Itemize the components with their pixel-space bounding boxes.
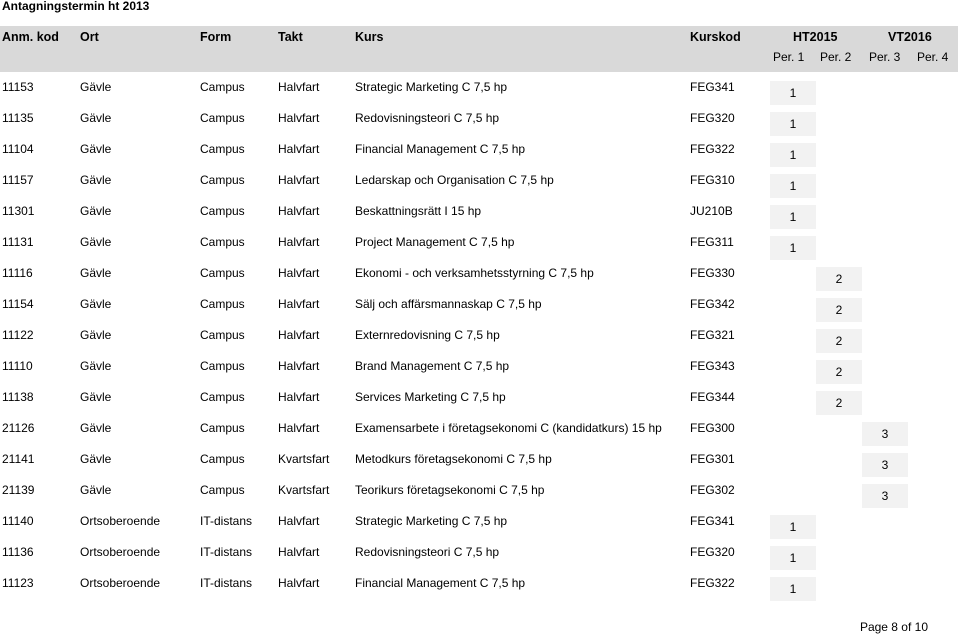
cell-anm-kod: 21139 bbox=[2, 483, 35, 497]
cell-form: Campus bbox=[200, 142, 245, 156]
table-row bbox=[0, 234, 958, 256]
cell-form: Campus bbox=[200, 173, 245, 187]
cell-ort: Gävle bbox=[80, 80, 112, 94]
header-kurskod: Kurskod bbox=[690, 30, 741, 44]
period-marker: 1 bbox=[770, 515, 816, 539]
cell-takt: Halvfart bbox=[278, 204, 320, 218]
header-period-3: Per. 3 bbox=[869, 50, 901, 64]
cell-form: Campus bbox=[200, 421, 245, 435]
table-row bbox=[0, 203, 958, 225]
cell-form: Campus bbox=[200, 111, 245, 125]
table-row bbox=[0, 451, 958, 473]
cell-takt: Halvfart bbox=[278, 235, 320, 249]
cell-form: Campus bbox=[200, 390, 245, 404]
cell-anm-kod: 11138 bbox=[2, 390, 34, 404]
cell-takt: Halvfart bbox=[278, 514, 320, 528]
header-ort: Ort bbox=[80, 30, 99, 44]
cell-anm-kod: 11301 bbox=[2, 204, 35, 218]
cell-kurskod: FEG300 bbox=[690, 421, 735, 435]
period-marker: 1 bbox=[770, 81, 816, 105]
cell-form: Campus bbox=[200, 359, 245, 373]
cell-kurs: Sälj och affärsmannaskap C 7,5 hp bbox=[355, 297, 542, 311]
header-vt2016: VT2016 bbox=[888, 30, 932, 44]
cell-anm-kod: 11110 bbox=[2, 359, 33, 373]
cell-ort: Gävle bbox=[80, 173, 112, 187]
cell-kurskod: FEG320 bbox=[690, 545, 735, 559]
cell-kurskod: FEG322 bbox=[690, 576, 735, 590]
cell-ort: Gävle bbox=[80, 328, 112, 342]
cell-ort: Ortsoberoende bbox=[80, 514, 161, 528]
header-ht2015: HT2015 bbox=[793, 30, 838, 44]
cell-takt: Halvfart bbox=[278, 173, 320, 187]
header-kurs: Kurs bbox=[355, 30, 384, 44]
cell-kurskod: FEG322 bbox=[690, 142, 735, 156]
cell-form: IT-distans bbox=[200, 514, 253, 528]
table-row bbox=[0, 296, 958, 318]
header-period-1: Per. 1 bbox=[773, 50, 805, 64]
cell-ort: Ortsoberoende bbox=[80, 545, 161, 559]
period-marker: 1 bbox=[770, 205, 816, 229]
header-anm-kod: Anm. kod bbox=[2, 30, 59, 44]
cell-ort: Gävle bbox=[80, 111, 112, 125]
cell-anm-kod: 11135 bbox=[2, 111, 34, 125]
cell-takt: Halvfart bbox=[278, 142, 320, 156]
cell-anm-kod: 11136 bbox=[2, 545, 34, 559]
table-row bbox=[0, 389, 958, 411]
cell-form: IT-distans bbox=[200, 545, 253, 559]
cell-form: Campus bbox=[200, 297, 245, 311]
cell-takt: Halvfart bbox=[278, 576, 320, 590]
cell-ort: Gävle bbox=[80, 204, 112, 218]
cell-form: Campus bbox=[200, 235, 245, 249]
cell-ort: Gävle bbox=[80, 297, 112, 311]
cell-kurs: Financial Management C 7,5 hp bbox=[355, 142, 526, 156]
period-marker: 2 bbox=[816, 329, 862, 353]
cell-form: Campus bbox=[200, 483, 245, 497]
cell-anm-kod: 21141 bbox=[2, 452, 35, 466]
document-title: Antagningstermin ht 2013 bbox=[2, 0, 150, 13]
cell-kurskod: FEG310 bbox=[690, 173, 735, 187]
table-header bbox=[0, 26, 958, 72]
period-marker: 1 bbox=[770, 112, 816, 136]
cell-ort: Gävle bbox=[80, 421, 112, 435]
cell-kurs: Services Marketing C 7,5 hp bbox=[355, 390, 506, 404]
table-row bbox=[0, 110, 958, 132]
cell-kurskod: FEG320 bbox=[690, 111, 735, 125]
cell-kurs: Redovisningsteori C 7,5 hp bbox=[355, 111, 500, 125]
cell-form: Campus bbox=[200, 328, 245, 342]
cell-ort: Gävle bbox=[80, 142, 112, 156]
cell-takt: Halvfart bbox=[278, 390, 320, 404]
cell-kurskod: FEG302 bbox=[690, 483, 735, 497]
cell-kurskod: FEG341 bbox=[690, 80, 735, 94]
header-takt: Takt bbox=[278, 30, 303, 44]
table-row bbox=[0, 172, 958, 194]
cell-anm-kod: 11122 bbox=[2, 328, 34, 342]
period-marker: 1 bbox=[770, 546, 816, 570]
page-number: Page 8 of 10 bbox=[859, 620, 928, 634]
cell-kurskod: JU210B bbox=[690, 204, 733, 218]
cell-ort: Gävle bbox=[80, 390, 112, 404]
cell-ort: Gävle bbox=[80, 359, 112, 373]
cell-takt: Halvfart bbox=[278, 545, 320, 559]
period-marker: 1 bbox=[770, 143, 816, 167]
cell-kurs: Strategic Marketing C 7,5 hp bbox=[355, 514, 508, 528]
cell-ort: Gävle bbox=[80, 483, 112, 497]
cell-takt: Halvfart bbox=[278, 328, 320, 342]
cell-kurs: Redovisningsteori C 7,5 hp bbox=[355, 545, 500, 559]
cell-form: Campus bbox=[200, 452, 245, 466]
cell-anm-kod: 11104 bbox=[2, 142, 34, 156]
header-period-2: Per. 2 bbox=[820, 50, 852, 64]
cell-form: Campus bbox=[200, 204, 245, 218]
cell-kurskod: FEG311 bbox=[690, 235, 734, 249]
cell-takt: Halvfart bbox=[278, 297, 320, 311]
cell-takt: Halvfart bbox=[278, 266, 320, 280]
period-marker: 2 bbox=[816, 391, 862, 415]
cell-kurs: Brand Management C 7,5 hp bbox=[355, 359, 510, 373]
cell-takt: Halvfart bbox=[278, 111, 320, 125]
table-row bbox=[0, 358, 958, 380]
cell-ort: Gävle bbox=[80, 235, 112, 249]
cell-anm-kod: 11116 bbox=[2, 266, 33, 280]
period-marker: 3 bbox=[862, 484, 908, 508]
cell-form: Campus bbox=[200, 266, 245, 280]
period-marker: 2 bbox=[816, 267, 862, 291]
table-row bbox=[0, 544, 958, 566]
cell-form: IT-distans bbox=[200, 576, 253, 590]
cell-kurs: Teorikurs företagsekonomi C 7,5 hp bbox=[355, 483, 545, 497]
period-marker: 2 bbox=[816, 298, 862, 322]
cell-anm-kod: 21126 bbox=[2, 421, 35, 435]
period-marker: 1 bbox=[770, 236, 816, 260]
table-row bbox=[0, 420, 958, 442]
cell-kurs: Examensarbete i företagsekonomi C (kandidatkurs) 15 hp bbox=[355, 421, 662, 435]
cell-ort: Ortsoberoende bbox=[80, 576, 161, 590]
cell-anm-kod: 11157 bbox=[2, 173, 34, 187]
cell-anm-kod: 11131 bbox=[2, 235, 34, 249]
cell-kurskod: FEG301 bbox=[690, 452, 735, 466]
header-form: Form bbox=[200, 30, 232, 44]
cell-takt: Halvfart bbox=[278, 80, 320, 94]
cell-kurs: Financial Management C 7,5 hp bbox=[355, 576, 526, 590]
cell-kurskod: FEG343 bbox=[690, 359, 735, 373]
cell-takt: Kvartsfart bbox=[278, 483, 330, 497]
table-row bbox=[0, 265, 958, 287]
cell-kurskod: FEG344 bbox=[690, 390, 735, 404]
cell-kurs: Project Management C 7,5 hp bbox=[355, 235, 515, 249]
header-period-4: Per. 4 bbox=[917, 50, 949, 64]
cell-kurs: Strategic Marketing C 7,5 hp bbox=[355, 80, 508, 94]
period-marker: 3 bbox=[862, 453, 908, 477]
table-row bbox=[0, 513, 958, 535]
cell-takt: Kvartsfart bbox=[278, 452, 330, 466]
cell-kurskod: FEG321 bbox=[690, 328, 735, 342]
cell-ort: Gävle bbox=[80, 452, 112, 466]
cell-anm-kod: 11140 bbox=[2, 514, 34, 528]
period-marker: 2 bbox=[816, 360, 862, 384]
table-row bbox=[0, 482, 958, 504]
period-marker: 1 bbox=[770, 577, 816, 601]
cell-kurs: Ledarskap och Organisation C 7,5 hp bbox=[355, 173, 554, 187]
cell-kurskod: FEG342 bbox=[690, 297, 735, 311]
cell-takt: Halvfart bbox=[278, 421, 320, 435]
cell-kurskod: FEG341 bbox=[690, 514, 735, 528]
cell-kurs: Externredovisning C 7,5 hp bbox=[355, 328, 500, 342]
cell-form: Campus bbox=[200, 80, 245, 94]
table-row bbox=[0, 141, 958, 163]
cell-kurs: Beskattningsrätt I 15 hp bbox=[355, 204, 482, 218]
cell-ort: Gävle bbox=[80, 266, 112, 280]
cell-anm-kod: 11154 bbox=[2, 297, 34, 311]
cell-takt: Halvfart bbox=[278, 359, 320, 373]
cell-kurs: Ekonomi - och verksamhetsstyrning C 7,5 hp bbox=[355, 266, 594, 280]
table-row bbox=[0, 575, 958, 597]
period-marker: 1 bbox=[770, 174, 816, 198]
cell-anm-kod: 11153 bbox=[2, 80, 34, 94]
period-marker: 3 bbox=[862, 422, 908, 446]
table-row bbox=[0, 79, 958, 101]
cell-anm-kod: 11123 bbox=[2, 576, 34, 590]
cell-kurs: Metodkurs företagsekonomi C 7,5 hp bbox=[355, 452, 552, 466]
table-row bbox=[0, 327, 958, 349]
cell-kurskod: FEG330 bbox=[690, 266, 735, 280]
